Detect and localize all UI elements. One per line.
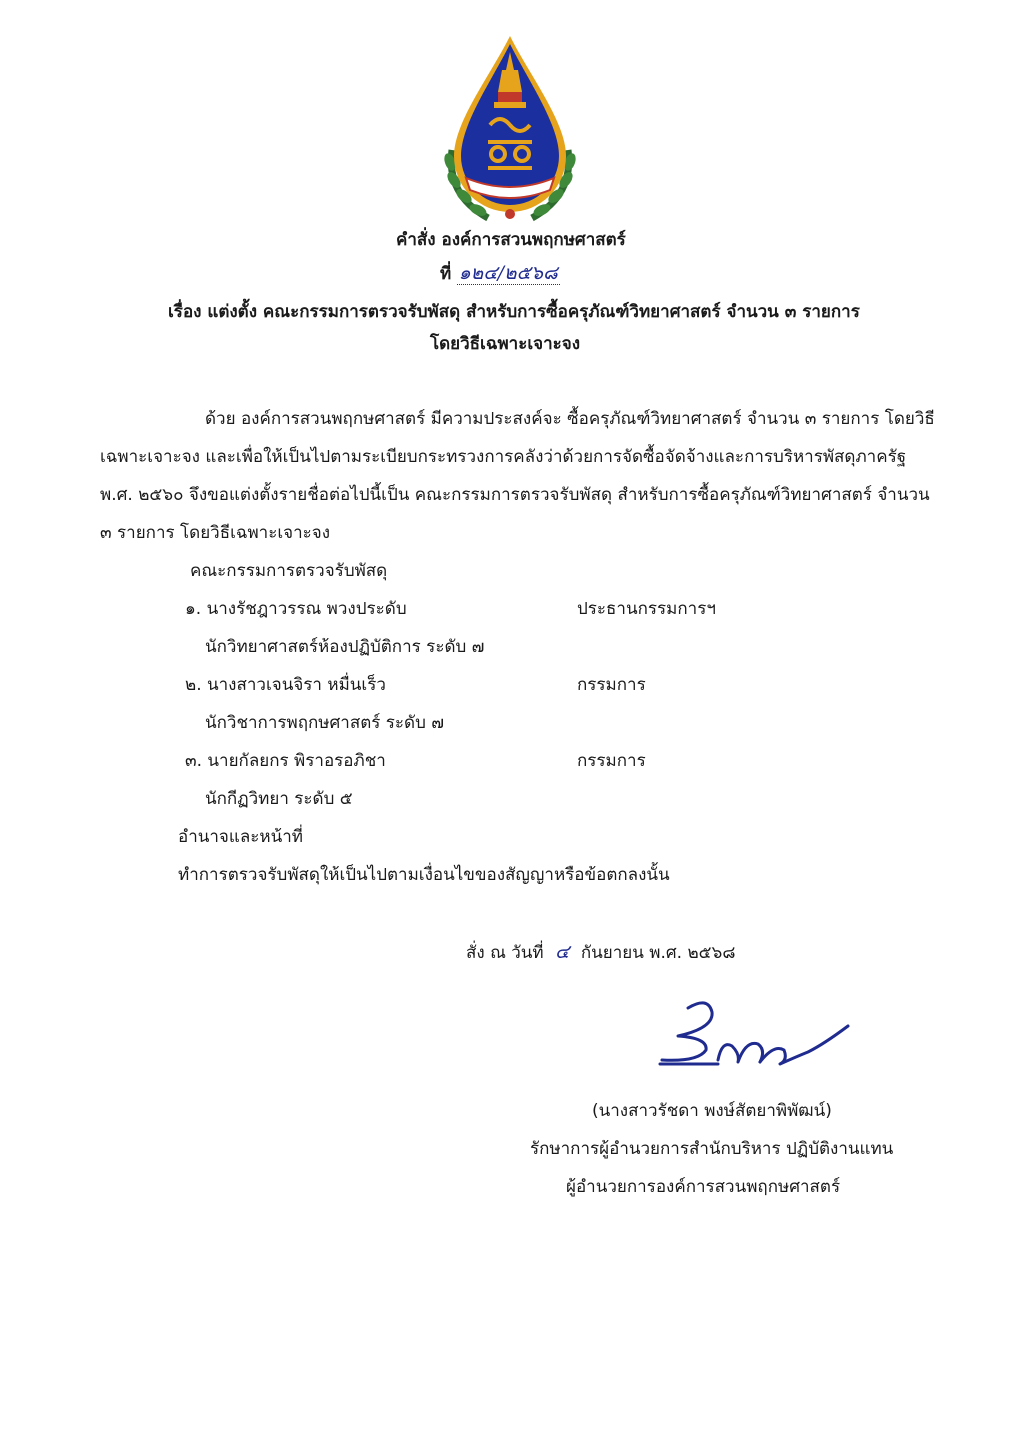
order-number-prefix: ที่ — [440, 264, 452, 284]
member-role: กรรมการ — [577, 751, 646, 771]
handwritten-signature — [648, 990, 858, 1080]
order-date — [466, 937, 735, 967]
member-name: ๒. นางสาวเจนจิรา หมื่นเร็ว — [185, 675, 386, 695]
signatory-name: (นางสาวรัชดา พงษ์สัตยาพิพัฒน์) — [592, 1101, 832, 1121]
order-number — [440, 258, 560, 288]
member-position: นักกีฏวิทยา ระดับ ๕ — [205, 789, 353, 809]
subject-line-1: เรื่อง แต่งตั้ง คณะกรรมการตรวจรับพัสดุ สำหรับการซื้อครุภัณฑ์วิทยาศาสตร์ จำนวน ๓ รายการ — [168, 302, 860, 322]
paragraph-line-3: พ.ศ. ๒๕๖๐ จึงขอแต่งตั้งรายชื่อต่อไปนี้เป็น คณะกรรมการตรวจรับพัสดุ สำหรับการซื้อครุภัณฑ์วิทยาศาสตร์ จำนวน — [100, 485, 930, 505]
paragraph-line-1: ด้วย องค์การสวนพฤกษศาสตร์ มีความประสงค์จะ ซื้อครุภัณฑ์วิทยาศาสตร์ จำนวน ๓ รายการ โดยวิธี — [205, 409, 935, 429]
member-name: ๓. นายกัลยกร พิราอรอภิชา — [185, 751, 386, 771]
document-title: คำสั่ง องค์การสวนพฤกษศาสตร์ — [396, 230, 626, 250]
duties-text: ทำการตรวจรับพัสดุให้เป็นไปตามเงื่อนไขของสัญญาหรือข้อตกลงนั้น — [178, 865, 670, 885]
paragraph-line-4: ๓ รายการ โดยวิธีเฉพาะเจาะจง — [100, 523, 331, 543]
paragraph-line-2: เฉพาะเจาะจง และเพื่อให้เป็นไปตามระเบียบกระทรวงการคลังว่าด้วยการจัดซื้อจัดจ้างและการบริหารพัสดุภาครัฐ — [100, 447, 907, 467]
signatory-title-1: รักษาการผู้อำนวยการสำนักบริหาร ปฏิบัติงานแทน — [530, 1139, 894, 1159]
date-prefix: สั่ง ณ วันที่ — [466, 943, 544, 963]
date-month-year: กันยายน พ.ศ. ๒๕๖๘ — [580, 943, 736, 963]
member-position: นักวิชาการพฤกษศาสตร์ ระดับ ๗ — [205, 713, 445, 733]
committee-heading: คณะกรรมการตรวจรับพัสดุ — [190, 561, 388, 581]
signatory-title-2: ผู้อำนวยการองค์การสวนพฤกษศาสตร์ — [566, 1177, 841, 1197]
date-day: ๔ — [555, 941, 570, 963]
member-position: นักวิทยาศาสตร์ห้องปฏิบัติการ ระดับ ๗ — [205, 637, 485, 657]
order-number-value: ๑๒๔/๒๕๖๘ — [458, 262, 558, 284]
member-role: ประธานกรรมการฯ — [577, 599, 716, 619]
duties-heading: อำนาจและหน้าที่ — [178, 827, 303, 847]
member-role: กรรมการ — [577, 675, 646, 695]
member-name: ๑. นางรัชฎาวรรณ พวงประดับ — [185, 599, 407, 619]
organization-emblem — [438, 30, 582, 226]
subject-line-2: โดยวิธีเฉพาะเจาะจง — [430, 334, 581, 354]
